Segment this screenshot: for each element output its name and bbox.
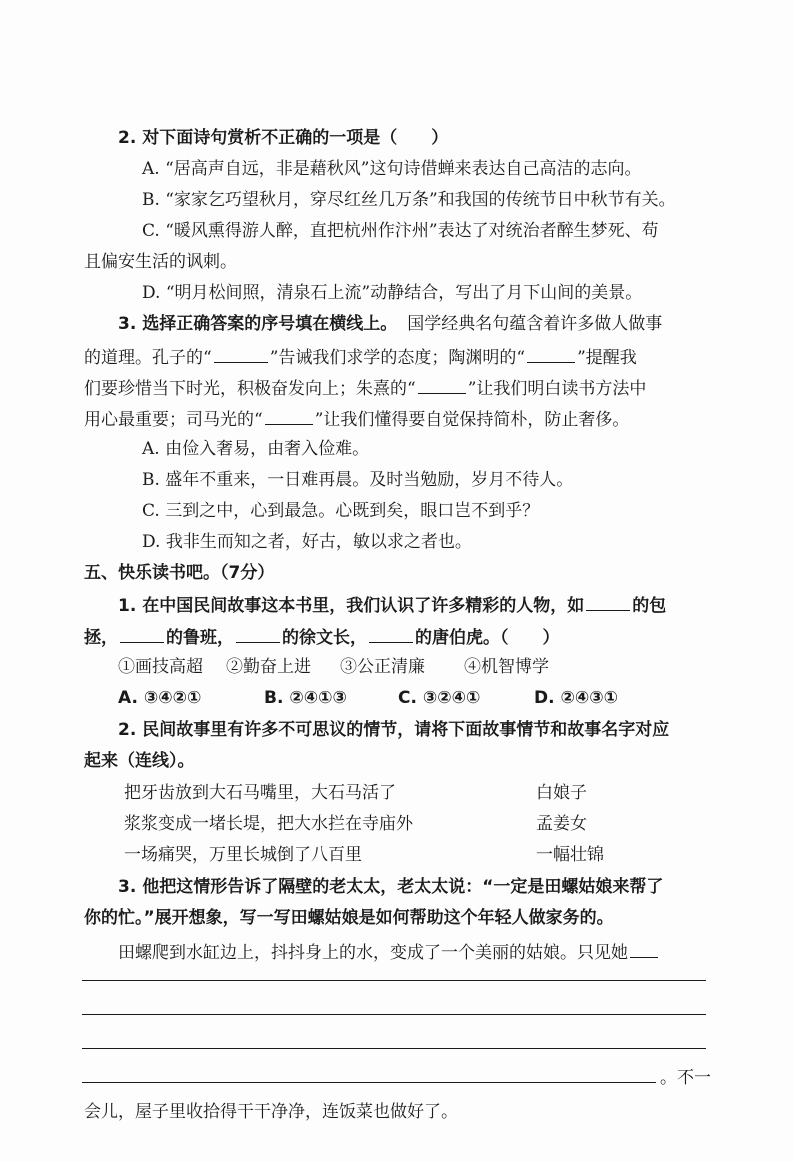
q3-stem-instruction: 3. 选择正确答案的序号填在横线上。 [118,314,398,334]
s5-q1-blank-3[interactable] [236,624,280,643]
q3-option-c: C. 三到之中，心到最急。心既到矣，眼口岂不到乎？ [142,501,540,521]
trait-3: ③公正清廉 [340,657,425,677]
s5-q1-blank-2[interactable] [120,624,164,643]
q2-option-c: C. “暖风熏得游人醉，直把杭州作汴州”表达了对统治者醉生梦死、苟 [142,221,659,241]
q2-option-b: B. “家家乞巧望秋月，穿尽红丝几万条”和我国的传统节日中秋节有关。 [142,190,676,210]
s5-q3-blank-start[interactable] [630,939,658,958]
plot-2[interactable]: 浆浆变成一堵长堤，把大水拦在寺庙外 [124,814,413,834]
trait-2: ②勤奋上进 [226,657,311,677]
q3-option-a: A. 由俭入奢易，由奢入俭难。 [142,439,370,459]
trait-4: ④机智博学 [464,657,549,677]
s5-q1-choices [118,686,618,710]
s5-q1-line1 [118,592,666,618]
writing-line-4[interactable] [82,1082,656,1083]
q3-option-b: B. 盛年不重来，一日难再晨。及时当勉励，岁月不待人。 [142,470,574,490]
story-3[interactable]: 一幅壮锦 [536,845,604,865]
s5-q1-line1-a: 1. 在中国民间故事这本书里，我们认识了许多精彩的人物，如 [118,596,585,616]
choice-d[interactable]: D. ②④③① [534,688,619,708]
q3-line2-c: ”提醒我 [577,348,637,368]
q3-blank-2[interactable] [527,344,575,363]
s5-q1-line2 [84,624,560,650]
choice-a[interactable]: A. ③④②① [118,688,202,708]
q3-line3-b: ”让我们明白读书方法中 [467,379,647,399]
q3-line2-b: ”告诫我们求学的态度；陶渊明的“ [269,348,526,368]
q3-blank-1[interactable] [214,344,268,363]
s5-q3-start-text: 田螺爬到水缸边上，抖抖身上的水，变成了一个美丽的姑娘。只见她 [118,943,628,963]
q3-line2-a: 的道理。孔子的“ [84,348,212,368]
s5-q3-stem-line2: 你的忙。”展开想象，写一写田螺姑娘是如何帮助这个年轻人做家务的。 [84,908,614,928]
q3-line3 [84,375,646,401]
q2-option-d: D. “明月松间照，清泉石上流”动静结合，写出了月下山间的美景。 [142,283,643,303]
choice-c[interactable]: C. ③②④① [398,688,481,708]
writing-line-3[interactable] [82,1048,706,1049]
s5-q1-blank-4[interactable] [369,624,413,643]
s5-q3-end-tail: 。不一 [660,1068,711,1088]
q3-line3-a: 们要珍惜当下时光，积极奋发向上；朱熹的“ [84,379,416,399]
s5-q1-line2-c: 的徐文长， [282,628,367,648]
question-2-stem: 2. 对下面诗句赏析不正确的一项是（ ） [118,128,449,148]
q3-option-d: D. 我非生而知之者，好古，敏以求之者也。 [142,532,472,552]
q2-option-a: A. “居高声自远，非是藉秋风”这句诗借蝉来表达自己高洁的志向。 [142,159,642,179]
s5-q1-line2-b: 的鲁班， [166,628,234,648]
q3-blank-4[interactable] [265,406,313,425]
section-5-title: 五、快乐读书吧。（7分） [84,563,275,583]
q3-line4-b: ”让我们懂得要自觉保持简朴，防止奢侈。 [314,410,630,430]
s5-q1-line2-a: 拯， [84,628,118,648]
q3-line4-a: 用心最重要；司马光的“ [84,410,263,430]
s5-q1-line1-b: 的包 [632,596,667,616]
q3-line4 [84,406,629,432]
s5-q2-stem-line1: 2. 民间故事里有许多不可思议的情节，请将下面故事情节和故事名字对应 [118,720,670,740]
s5-q1-traits [118,655,549,679]
s5-q3-end-line: 会儿，屋子里收拾得干干净净，连饭菜也做好了。 [84,1102,458,1122]
plot-1[interactable]: 把牙齿放到大石马嘴里，大石马活了 [124,783,396,803]
plot-3[interactable]: 一场痛哭，万里长城倒了八百里 [124,845,362,865]
q3-line2 [84,344,637,370]
s5-q2-stem-line2: 起来（连线）。 [84,751,195,771]
s5-q1-line2-d: 的唐伯虎。（ ） [415,628,560,648]
writing-line-1[interactable] [82,980,706,981]
q3-stem-text: 国学经典名句蕴含着许多做人做事 [407,314,663,334]
s5-q1-blank-1[interactable] [586,592,630,611]
writing-line-2[interactable] [82,1014,706,1015]
story-2[interactable]: 孟姜女 [536,814,587,834]
story-1[interactable]: 白娘子 [536,783,587,803]
s5-q3-stem-line1: 3. 他把这情形告诉了隔壁的老太太，老太太说：“一定是田螺姑娘来帮了 [118,877,664,897]
choice-b[interactable]: B. ②④①③ [264,688,347,708]
question-3-stem-line1 [118,312,662,336]
s5-q3-start [118,939,660,965]
trait-1: ①画技高超 [118,657,203,677]
q2-option-c-cont: 且偏安生活的讽刺。 [84,252,237,272]
q3-blank-3[interactable] [418,375,466,394]
